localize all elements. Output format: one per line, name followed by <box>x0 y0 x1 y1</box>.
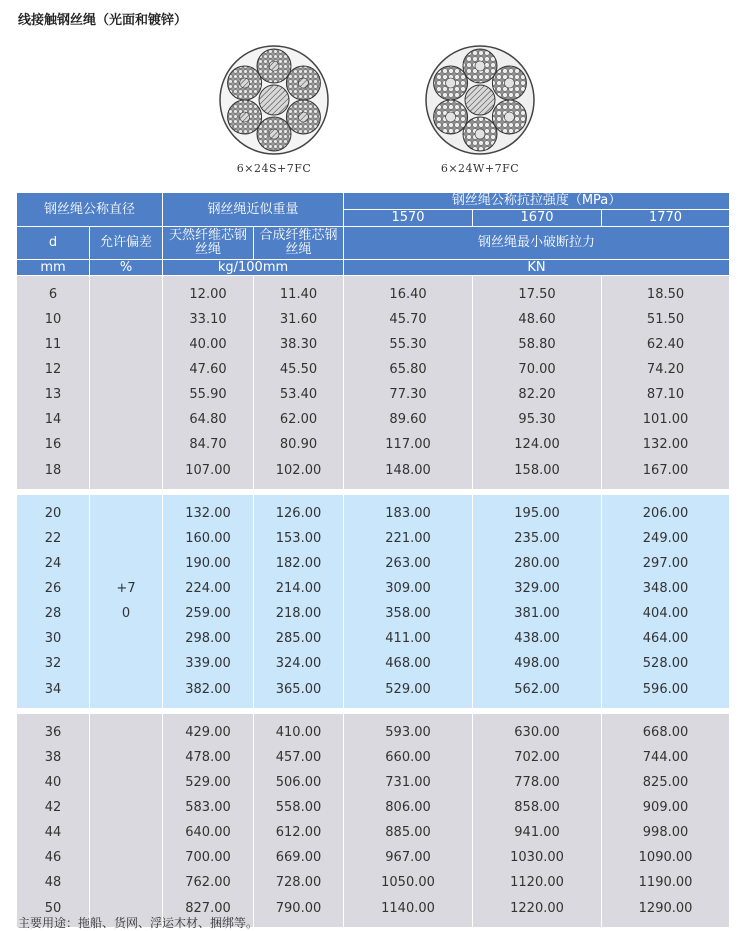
header-strength: 钢丝绳公称抗拉强度（MPa） <box>344 193 730 210</box>
table-row: 40 529.00 506.00 731.00 778.00 825.00 <box>17 770 730 795</box>
rope-spec-table <box>16 192 730 927</box>
table-row: 32 339.00 324.00 468.00 498.00 528.00 <box>17 651 730 676</box>
header-strength-1570: 1570 <box>344 210 473 227</box>
rope-cross-section-icon <box>218 44 330 156</box>
header-natural-core: 天然纤维芯钢丝绳 <box>163 227 254 260</box>
figure-label: 6×24S+7FC <box>236 162 312 175</box>
header-synthetic-core: 合成纤维芯钢丝绳 <box>254 227 344 260</box>
table-row: 16 84.70 80.90 117.00 124.00 132.00 <box>17 432 730 457</box>
table-row: 11 40.00 38.30 55.30 58.80 62.40 <box>17 332 730 357</box>
table-row: 28 0 259.00 218.00 358.00 381.00 404.00 <box>17 601 730 626</box>
figure-label: 6×24W+7FC <box>440 162 520 175</box>
table-row: 20 132.00 126.00 183.00 195.00 206.00 <box>17 501 730 526</box>
table-row: 36 429.00 410.00 593.00 630.00 668.00 <box>17 720 730 745</box>
table-row: 24 190.00 182.00 263.00 280.00 297.00 <box>17 551 730 576</box>
table-group-1 <box>17 276 730 490</box>
table-group-3 <box>17 708 730 927</box>
page-title: 线接触钢丝绳（光面和镀锌） <box>18 13 188 28</box>
unit-percent: % <box>90 260 163 276</box>
tolerance-lower: 0 <box>90 601 163 626</box>
table-row: 48 762.00 728.00 1050.00 1120.00 1190.00 <box>17 870 730 895</box>
table-row: 34 382.00 365.00 529.00 562.00 596.00 <box>17 676 730 702</box>
table-row: 30 298.00 285.00 411.00 438.00 464.00 <box>17 626 730 651</box>
header-diameter: 钢丝绳公称直径 <box>17 193 163 227</box>
table-row: 12 47.60 45.50 65.80 70.00 74.20 <box>17 357 730 382</box>
table-row: 18 107.00 102.00 148.00 158.00 167.00 <box>17 457 730 483</box>
unit-force: KN <box>344 260 730 276</box>
unit-weight: kg/100mm <box>163 260 344 276</box>
header-min-break: 钢丝绳最小破断拉力 <box>344 227 730 260</box>
rope-cross-section-icon <box>424 44 536 156</box>
table-group-2 <box>17 489 730 708</box>
rope-figure-2 <box>415 44 545 175</box>
table-row: 6 12.00 11.40 16.40 17.50 18.50 <box>17 282 730 307</box>
unit-mm: mm <box>17 260 90 276</box>
table-row: 38 478.00 457.00 660.00 702.00 744.00 <box>17 745 730 770</box>
table-row: 22 160.00 153.00 221.00 235.00 249.00 <box>17 526 730 551</box>
table-row: 10 33.10 31.60 45.70 48.60 51.50 <box>17 307 730 332</box>
table-row: 46 700.00 669.00 967.00 1030.00 1090.00 <box>17 845 730 870</box>
header-strength-1770: 1770 <box>602 210 730 227</box>
header-weight: 钢丝绳近似重量 <box>163 193 344 227</box>
table-row: 50 827.00 790.00 1140.00 1220.00 1290.00 <box>17 895 730 921</box>
table-row: 26 +7 224.00 214.00 309.00 329.00 348.00 <box>17 576 730 601</box>
rope-figure-1 <box>209 44 339 175</box>
tolerance-upper: +7 <box>90 576 163 601</box>
table-row: 42 583.00 558.00 806.00 858.00 909.00 <box>17 795 730 820</box>
header-strength-1670: 1670 <box>473 210 602 227</box>
usage-note: 主要用途：拖船、货网、浮运木材、捆绑等。 <box>18 916 259 930</box>
table-row: 44 640.00 612.00 885.00 941.00 998.00 <box>17 820 730 845</box>
header-tolerance: 允许偏差 <box>90 227 163 260</box>
table-row: 13 55.90 53.40 77.30 82.20 87.10 <box>17 382 730 407</box>
header-d: d <box>17 227 90 260</box>
table-row: 14 64.80 62.00 89.60 95.30 101.00 <box>17 407 730 432</box>
